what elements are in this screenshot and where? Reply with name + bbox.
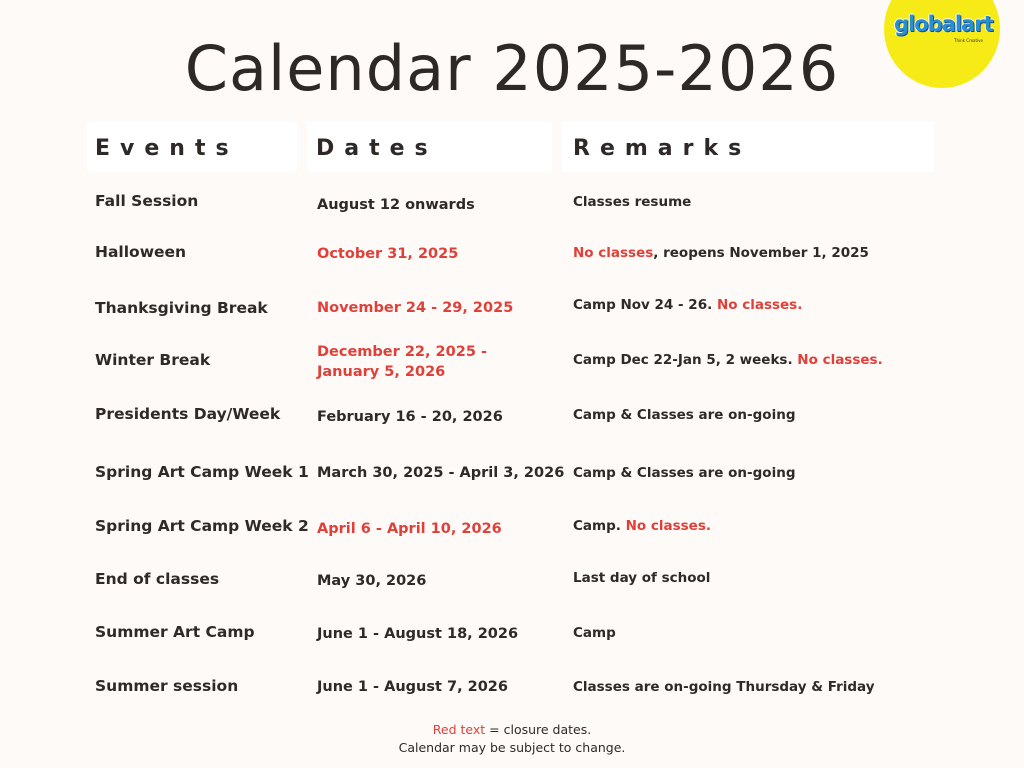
remark-cell [573,243,869,263]
remarks-header: Remarks [573,136,752,161]
remark-text: Camp & Classes are on-going [573,465,796,481]
closure-date-cell: April 6 - April 10, 2026 [317,521,502,537]
remark-cell [573,350,883,370]
closure-remark: No classes [573,245,654,261]
closure-remark: No classes. [625,518,711,534]
page-title: Calendar 2025-2026 [184,32,840,105]
date-cell: June 1 - August 7, 2026 [317,679,508,695]
events-header: Events [95,136,239,161]
remark-cell [573,192,691,212]
remark-text: , reopens November 1, 2025 [653,245,869,261]
date-cell: May 30, 2026 [317,573,427,589]
remark-cell [573,463,795,483]
closure-date-line2: January 5, 2026 [317,364,446,380]
remark-cell [573,516,711,536]
footer-legend [0,722,1024,737]
remark-text: Classes are on-going Thursday & Friday [573,679,875,695]
remark-cell [573,568,710,588]
remark-text: Last day of school [573,570,711,586]
event-cell: Winter Break [95,351,211,369]
closure-remark: No classes. [797,352,883,368]
date-cell: June 1 - August 18, 2026 [317,626,519,642]
event-cell: Spring Art Camp Week 1 [95,463,309,481]
remark-cell [573,295,802,315]
event-cell: Halloween [95,243,187,261]
date-cell: August 12 onwards [317,197,475,213]
remark-text: Camp & Classes are on-going [573,407,796,423]
event-cell: Presidents Day/Week [95,405,281,423]
logo-wordmark: globalart [894,12,993,36]
remark-cell [573,405,795,425]
dates-header: Dates [316,136,438,161]
remark-text: Classes resume [573,194,692,210]
event-cell: Fall Session [95,192,199,210]
remark-cell [573,677,875,697]
event-cell: Thanksgiving Break [95,299,268,317]
event-cell: Spring Art Camp Week 2 [95,517,309,535]
logo-tagline: Think Creative [954,38,983,43]
remark-text: Camp. [573,518,626,534]
remark-cell [573,623,616,643]
date-cell: March 30, 2025 - April 3, 2026 [317,465,565,481]
footer-red-text: Red text [432,722,486,737]
closure-date-line1: December 22, 2025 - [317,344,487,360]
date-cell: February 16 - 20, 2026 [317,409,503,425]
event-cell: Summer session [95,677,239,695]
remark-text: Camp Nov 24 - 26. [573,297,717,313]
closure-date-cell: October 31, 2025 [317,246,459,262]
footer-disclaimer: Calendar may be subject to change. [398,740,626,755]
closure-date-cell: November 24 - 29, 2025 [317,300,514,316]
closure-remark: No classes. [716,297,803,313]
footer-legend-text: = closure dates. [485,722,592,737]
event-cell: Summer Art Camp [95,623,255,641]
event-cell: End of classes [95,570,220,588]
remark-text: Camp Dec 22-Jan 5, 2 weeks. [573,352,798,368]
remark-text: Camp [573,625,616,641]
